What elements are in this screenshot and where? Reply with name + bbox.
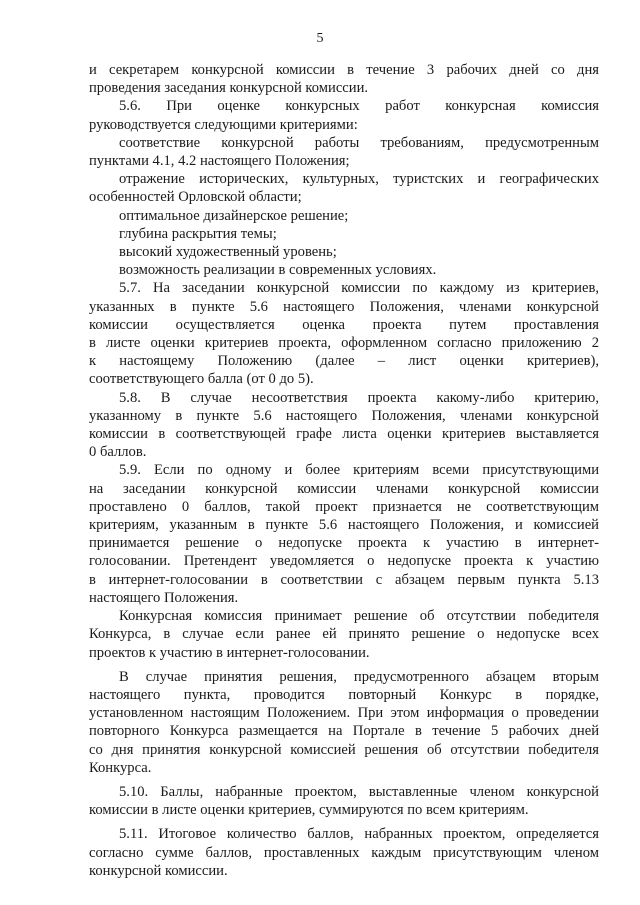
text-line: возможность реализации в современных условиях. (119, 262, 437, 279)
text-line: со дня принятия конкурсной комиссией решения об отсутствии победителя (89, 741, 599, 758)
text-line: в листе оценки критериев проекта, оформленном согласно приложению 2 (89, 335, 599, 352)
text-line: и секретарем конкурсной комиссии в течение 3 рабочих дней со дня (89, 62, 599, 78)
text-line: конкурсной комиссии. (89, 862, 228, 879)
text-line: соответствующего балла (от 0 до 5). (89, 371, 314, 388)
text-line: соответствие конкурсной работы требованиям, предусмотренным (119, 134, 599, 151)
text-line: повторного Конкурса размещается на Портале в течение 5 рабочих дней (89, 723, 599, 740)
text-line: особенностей Орловской области; (89, 189, 302, 206)
text-line: критериям, указанным в пункте 5.6 настоящего Положения, и комиссией (89, 517, 599, 534)
text-line: в интернет-голосовании в соответствии с абзацем первым пункта 5.13 (89, 571, 599, 588)
text-line: 5.11. Итоговое количество баллов, набранных проектом, определяется (119, 826, 599, 843)
text-line: В случае принятия решения, предусмотренного абзацем вторым (119, 668, 599, 685)
text-line: настоящего пункта, проводится повторный Конкурс в порядке, (89, 686, 599, 703)
text-line: глубина раскрытия темы; (119, 225, 277, 242)
text-line: комиссии осуществляется оценка проекта путем проставления (89, 316, 599, 333)
text-line: Конкурса, в случае если ранее ей принято решение о недопуске всех (89, 626, 599, 643)
text-line: 5.10. Баллы, набранные проектом, выставленные членом конкурсной (119, 783, 599, 800)
text-line: пунктами 4.1, 4.2 настоящего Положения; (89, 153, 350, 170)
text-line: комиссии в листе оценки критериев, суммируются по всем критериям. (89, 802, 529, 819)
text-line: на заседании конкурсной комиссии членами конкурсной комиссии (89, 480, 599, 497)
text-line: проектов к участию в интернет-голосовании. (89, 644, 370, 661)
text-line: комиссии в соответствующей графе листа оценки критериев выставляется (89, 426, 599, 443)
text-line: указанных в пункте 5.6 настоящего Положения, членами конкурсной (89, 298, 599, 315)
text-line: проведения заседания конкурсной комиссии. (89, 80, 369, 97)
text-line: 5.8. В случае несоответствия проекта какому-либо критерию, (119, 389, 599, 406)
text-line: высокий художественный уровень; (119, 244, 337, 261)
text-line: проставлено 0 баллов, такой проект признается не соответствующим (89, 498, 599, 515)
text-line: установленном настоящим Положением. При этом информация о проведении (89, 705, 599, 722)
text-line: принимается решение о недопуске проекта к участию в интернет- (89, 535, 599, 552)
text-line: голосовании. Претендент уведомляется о недопуске проекта к участию (89, 553, 599, 570)
text-line: отражение исторических, культурных, туристских и географических (119, 171, 599, 188)
text-line: к настоящему Положению (далее – лист оценки критериев), (89, 353, 599, 370)
text-line: 0 баллов. (89, 444, 147, 461)
text-line: настоящего Положения. (89, 589, 239, 606)
text-line: согласно сумме баллов, проставленных каждым присутствующим членом (89, 844, 599, 861)
text-line: 5.9. Если по одному и более критериям всеми присутствующими (119, 462, 599, 479)
text-line: Конкурсная комиссия принимает решение об отсутствии победителя (119, 608, 599, 625)
page-number: 5 (316, 31, 324, 46)
text-line: 5.7. На заседании конкурсной комиссии по каждому из критериев, (119, 280, 599, 297)
text-line: указанному в пункте 5.6 настоящего Положения, членами конкурсной (89, 407, 599, 424)
text-line: Конкурса. (89, 759, 152, 776)
text-line: оптимальное дизайнерское решение; (119, 207, 349, 224)
document-body (89, 61, 599, 880)
text-line: 5.6. При оценке конкурсных работ конкурсная комиссия (119, 98, 599, 115)
text-line: руководствуется следующими критериями: (89, 116, 358, 133)
